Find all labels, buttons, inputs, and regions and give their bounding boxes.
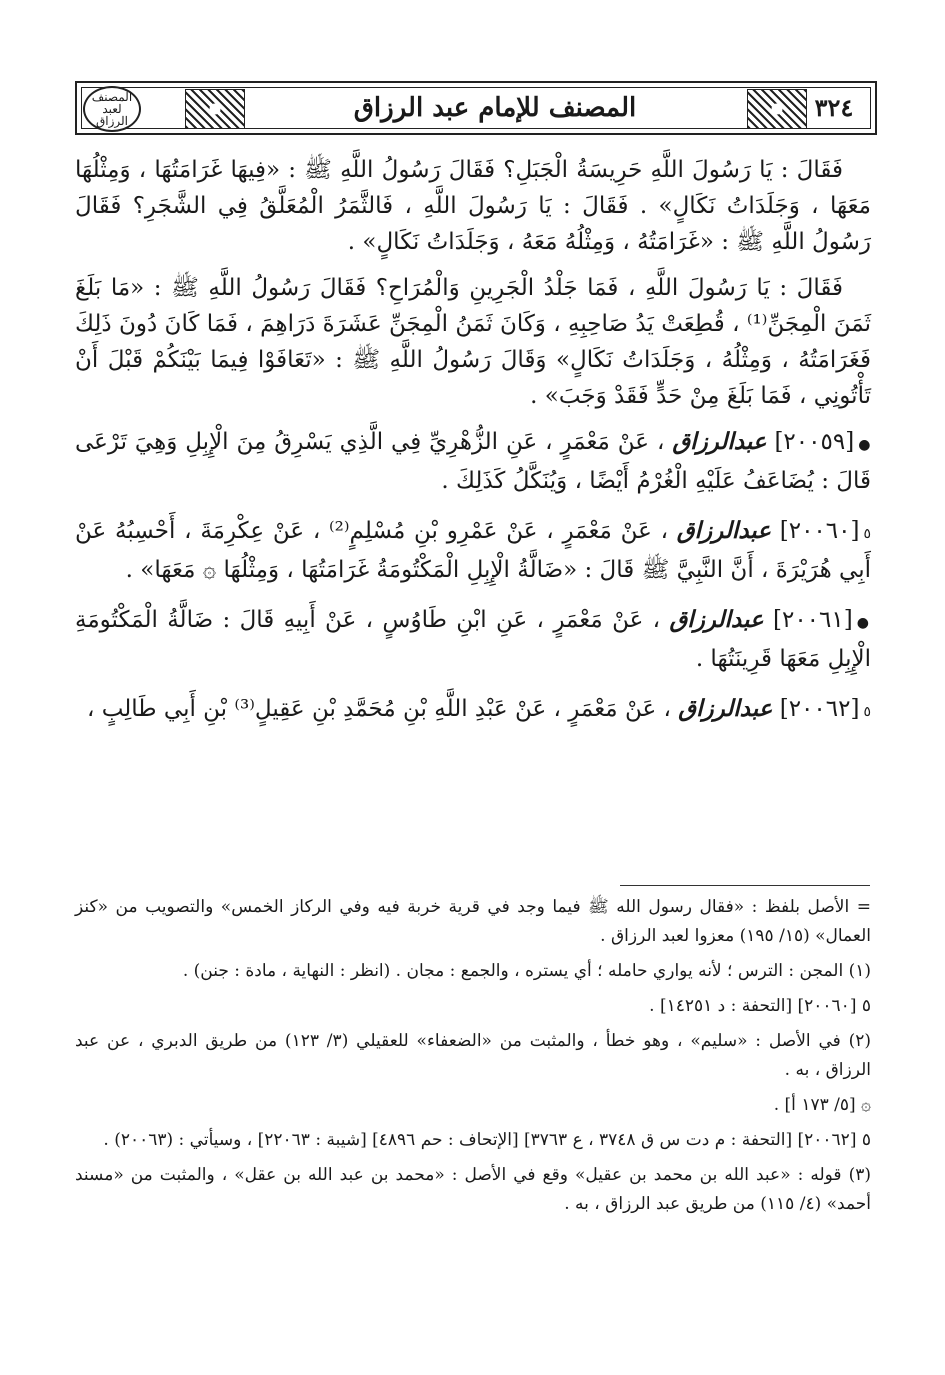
footnote: ٥ [٢٠٠٦٠] [التحفة : د ١٤٢٥١] . [649, 996, 871, 1016]
hadith-entry [75, 602, 871, 677]
paragraph: فَقَالَ : يَا رَسُولَ اللَّهِ ، فَمَا جَلْدُ الْجَرِينِ وَالْمُرَاحِ؟ فَقَالَ رَسُولُ اللَّهِ ﷺ : «مَا بَلَغَ ثَمَنَ الْمِجَنِّ⁽¹⁾ ، قُطِعَتْ يَدُ صَاحِبِهِ ، وَكَانَ ثَمَنُ الْمِجَنِّ عَشَرَةَ دَرَاهِمَ ، فَمَا كَانَ دُونَ ذَلِكَ فَغَرَامَتُهُ ، وَمِثْلُهُ ، وَجَلَدَاتُ نَكَالٍ» وَقَالَ رَسُولُ اللَّهِ ﷺ : «تَعَافَوْا فِيمَا بَيْنَكُمْ قَبْلَ أَنْ تَأْتُونِي ، فَمَا بَلَغَ مِنْ حَدٍّ فَقَدْ وَجَبَ» . [75, 275, 871, 409]
book-badge: المصنف لعبد الرزاق [83, 86, 141, 132]
ornament-left [185, 89, 245, 129]
footnote: (١) المجن : الترس ؛ لأنه يواري حامله ؛ أي يستره ، والجمع : مجان . (انظر : النهاية ، مادة : جنن) . [182, 961, 871, 981]
hadith-number: [٢٠٠٦٢] [779, 696, 860, 722]
footnote: ٥ [٢٠٠٦٢] [التحفة : م دت س ق ٣٧٤٨ ، ع ٣٧٦٣] [الإتحاف : حم ٤٨٩٦] [شيبة : ٢٢٠٦٣] ، وسيأتي : (٢٠٠٦٣) . [103, 1130, 871, 1150]
hadith-text: ، عَنْ مَعْمَرٍ ، عَنْ عَمْرِو بْنِ مُسْلِمٍ⁽²⁾ ، عَنْ عِكْرِمَةَ ، أَحْسِبُهُ عَنْ أَبِي هُرَيْرَةَ ، أَنَّ النَّبِيَّ ﷺ قَالَ : «ضَالَّةُ الْإِبِلِ الْمَكْتُومَةُ غَرَامَتُهَا ، وَمِثْلُهَا ۞ مَعَهَا» . [75, 518, 871, 583]
footnote: ۞ [٥/ ١٧٣ أ] . [773, 1095, 871, 1115]
page-number: ٣٢٤ [814, 93, 854, 122]
paragraph: فَقَالَ : يَا رَسُولَ اللَّهِ حَرِيسَةُ الْجَبَلِ؟ فَقَالَ رَسُولُ اللَّهِ ﷺ : «فِيهَا غَرَامَتُهَا ، وَمِثْلُهَا مَعَهَا ، وَجَلَدَاتُ نَكَالٍ» . فَقَالَ : يَا رَسُولَ اللَّهِ ، فَالثَّمَرُ الْمُعَلَّقُ فِي الشَّجَرِ؟ فَقَالَ رَسُولُ اللَّهِ ﷺ : «غَرَامَتُهُ ، وَمِثْلُهُ مَعَهُ ، وَجَلَدَاتُ نَكَالٍ» . [75, 157, 871, 255]
hadith-number: [٢٠٠٦٠] [779, 518, 860, 544]
main-text [75, 152, 871, 744]
hadith-marker: ٥ [863, 526, 872, 542]
hadith-entry [75, 424, 871, 499]
narrator-name: عبدالرزاق [669, 606, 764, 633]
hadith-entry [75, 513, 871, 588]
hadith-number: [٢٠٠٦١] [772, 607, 853, 633]
footnote: = الأصل بلفظ : «فقال رسول الله ﷺ فيما وجد في قرية خربة فيه وفي الركاز الخمس» والتصويب من «كنز العمال» (١٥/ ١٩٥) معزوا لعبد الرزاق . [75, 897, 871, 946]
hadith-text: ، عَنْ مَعْمَرٍ ، عَنِ ابْنِ طَاوُسٍ ، عَنْ أَبِيهِ قَالَ : ضَالَّةُ الْمَكْتُومَةِ الْإِبِلِ مَعَهَا قَرِينَتُهَا . [75, 607, 871, 672]
footnote: (٣) قوله : «عبد الله بن محمد بن عقيل» وقع في الأصل : «محمد بن عبد الله بن عقل» ، والمثبت من «مسند أحمد» (٤/ ١١٥) من طريق عبد الرزاق ، به . [75, 1165, 871, 1214]
page-header [75, 75, 875, 141]
hadith-entry [75, 691, 871, 730]
ornament-right [747, 89, 807, 129]
hadith-text: ، عَنْ مَعْمَرٍ ، عَنِ الزُّهْرِيِّ فِي الَّذِي يَسْرِقُ مِنَ الْإِبِلِ وَهِيَ تَرْعَى قَالَ : يُضَاعَفُ عَلَيْهِ الْغُرْمُ أَيْضًا ، وَيُنَكَّلُ كَذَلِكَ . [75, 429, 871, 494]
page-title: المصنف للإمام عبد الرزاق [353, 93, 637, 123]
narrator-name: عبدالرزاق [672, 428, 767, 455]
hadith-marker: ● [858, 437, 872, 453]
footnote: (٢) في الأصل : «سليم» ، وهو خطأ ، والمثبت من «الضعفاء» للعقيلي (٣/ ١٢٣) من طريق الدبري ، عن عبد الرزاق ، به . [75, 1031, 871, 1080]
hadith-text: ، عَنْ مَعْمَرٍ ، عَنْ عَبْدِ اللَّهِ بْنِ مُحَمَّدِ بْنِ عَقِيلٍ⁽³⁾ بْنِ أَبِي طَالِبٍ ، [86, 696, 671, 722]
narrator-name: عبدالرزاق [678, 695, 773, 722]
footnotes [75, 893, 871, 1225]
hadith-marker: ٥ [863, 704, 871, 720]
footnote-separator [620, 885, 870, 886]
hadith-marker: ● [856, 615, 871, 631]
hadith-number: [٢٠٠٥٩] [774, 429, 855, 455]
narrator-name: عبدالرزاق [676, 517, 771, 544]
